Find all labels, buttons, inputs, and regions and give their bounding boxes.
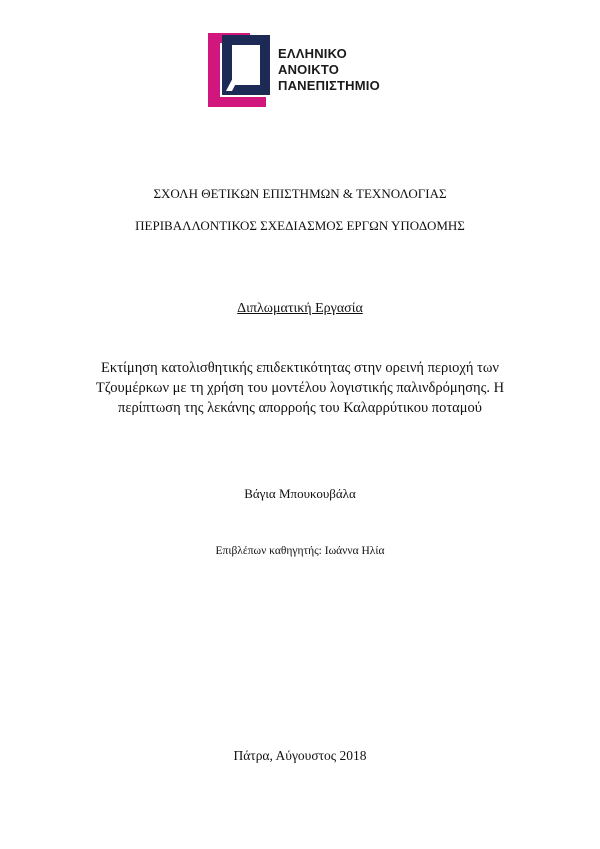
university-logo-text — [278, 46, 380, 94]
university-logo-mark-icon — [208, 31, 276, 107]
supervisor-line — [0, 545, 600, 557]
school-name: ΣΧΟΛΗ ΘΕΤΙΚΩΝ ΕΠΙΣΤΗΜΩΝ & ΤΕΧΝΟΛΟΓΙΑΣ — [153, 186, 447, 201]
program-name: ΠΕΡΙΒΑΛΛΟΝΤΙΚΟΣ ΣΧΕΔΙΑΣΜΟΣ ΕΡΓΩΝ ΥΠΟΔΟΜΗΣ — [135, 218, 465, 233]
supervisor-label: Επιβλέπων καθηγητής: — [215, 545, 322, 557]
thesis-title-line-2: Τζουμέρκων με τη χρήση του μοντέλου λογιστικής παλινδρόμησης. Η — [95, 380, 505, 396]
author-name: Βάγια Μπουκουβάλα — [244, 486, 356, 501]
logo-line-2: ΑΝΟΙΚΤΟ — [278, 62, 340, 77]
thesis-title-line-1: Εκτίμηση κατολισθητικής επιδεκτικότητας στην ορεινή περιοχή των — [101, 360, 499, 376]
place-date: Πάτρα, Αύγουστος 2018 — [233, 748, 367, 763]
thesis-title-line-3: περίπτωση της λεκάνης απορροής του Καλαρρύτικου ποταμού — [118, 400, 482, 416]
thesis-type-heading: Διπλωματική Εργασία — [237, 301, 363, 316]
supervisor-name: Ιωάννα Ηλία — [324, 545, 385, 557]
university-logo — [208, 31, 398, 111]
logo-line-1: ΕΛΛΗΝΙΚΟ — [278, 46, 347, 61]
logo-line-3: ΠΑΝΕΠΙΣΤΗΜΙΟ — [278, 78, 380, 93]
thesis-title — [60, 358, 540, 418]
